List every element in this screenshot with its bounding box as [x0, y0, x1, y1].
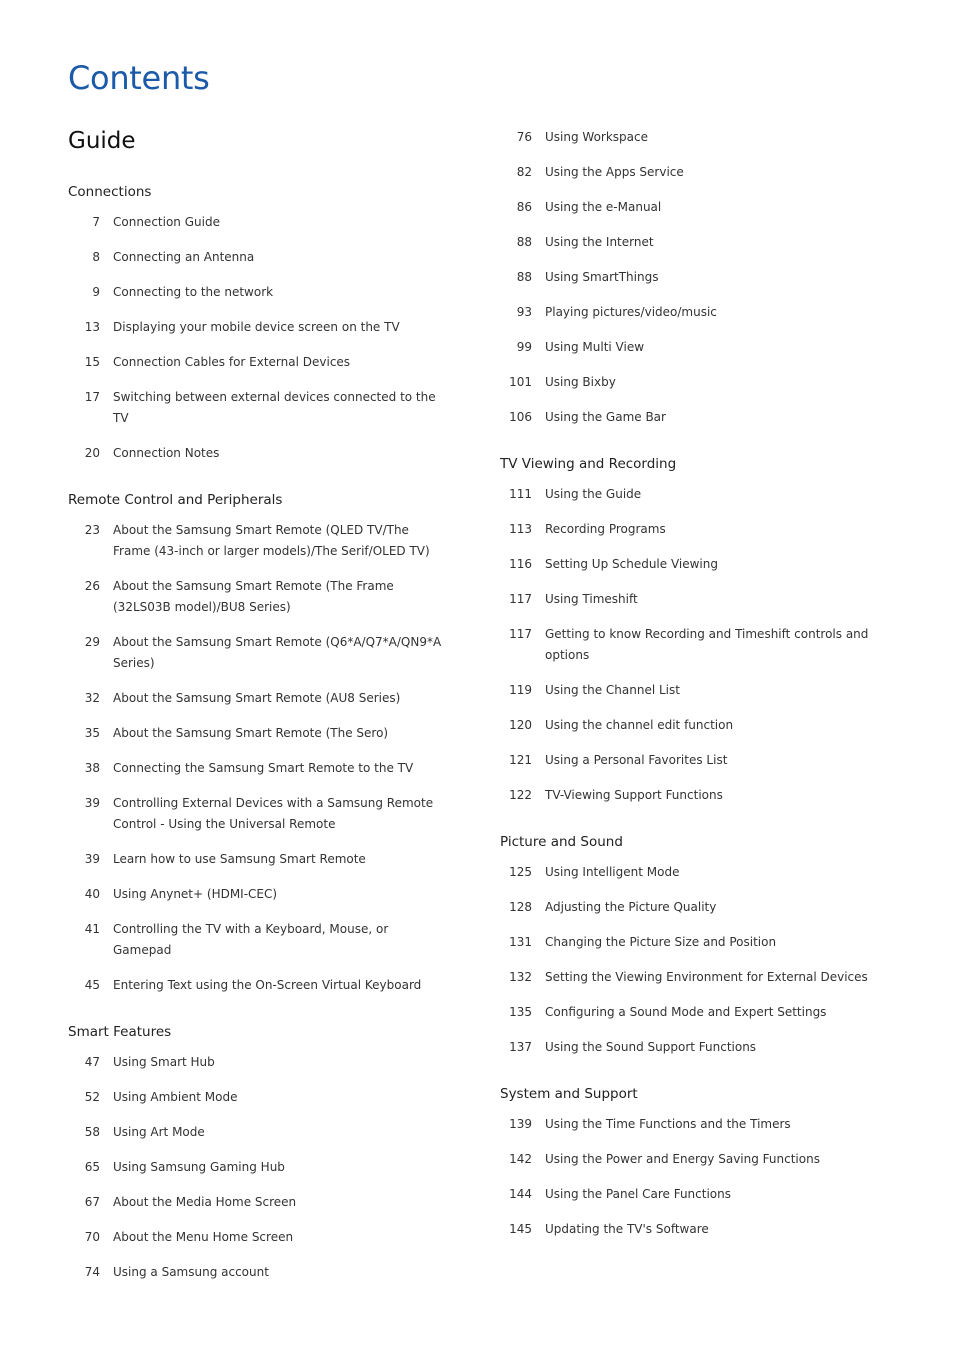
toc-entry-title: Using the Channel List	[545, 683, 680, 697]
toc-entry[interactable]	[500, 193, 880, 228]
toc-page-number: 58	[84, 1125, 100, 1139]
toc-page-number: 35	[84, 726, 100, 740]
toc-entry[interactable]	[68, 754, 448, 789]
toc-section-continued	[500, 123, 880, 438]
toc-entry[interactable]	[500, 711, 880, 746]
toc-entry-title: About the Media Home Screen	[113, 1195, 297, 1209]
toc-section-picture-and-sound	[500, 828, 880, 1068]
toc-entry[interactable]	[500, 893, 880, 928]
toc-page-number: 39	[84, 852, 100, 866]
toc-page-number: 47	[84, 1055, 100, 1069]
toc-entry[interactable]	[500, 1110, 880, 1145]
toc-entry-title: About the Samsung Smart Remote (The Sero)	[113, 726, 389, 740]
toc-entry[interactable]	[500, 263, 880, 298]
toc-entry-title: Using a Personal Favorites List	[545, 753, 728, 767]
toc-page-number: 117	[509, 592, 532, 606]
toc-entry[interactable]	[500, 746, 880, 781]
toc-page-number: 135	[509, 1005, 532, 1019]
toc-left-column	[68, 178, 448, 1305]
toc-entry-title: Changing the Picture Size and Position	[545, 935, 777, 949]
toc-entry-title: Controlling the TV with a Keyboard, Mouse, or Gamepad	[113, 922, 389, 957]
toc-page-number: 41	[84, 922, 100, 936]
toc-entry-title: Playing pictures/video/music	[545, 305, 717, 319]
toc-entry-title: Using Smart Hub	[113, 1055, 215, 1069]
toc-entry[interactable]	[68, 572, 448, 628]
toc-entry-title: Using the Power and Energy Saving Functions	[545, 1152, 820, 1166]
toc-page-number: 93	[516, 305, 532, 319]
toc-entry-title: About the Samsung Smart Remote (Q6*A/Q7*A/QN9*A Series)	[113, 635, 442, 670]
toc-entry[interactable]	[500, 515, 880, 550]
toc-entry[interactable]	[500, 403, 880, 438]
toc-entry-title: About the Samsung Smart Remote (AU8 Series)	[113, 691, 401, 705]
toc-page-number: 86	[516, 200, 532, 214]
toc-entry-title: Using Intelligent Mode	[545, 865, 680, 879]
toc-page-number: 101	[509, 375, 532, 389]
toc-entry[interactable]	[500, 333, 880, 368]
toc-right-column	[500, 123, 880, 1262]
toc-page-number: 29	[84, 635, 100, 649]
toc-entry[interactable]	[68, 1048, 448, 1083]
toc-entry-title: Using Samsung Gaming Hub	[113, 1160, 285, 1174]
toc-entry[interactable]	[500, 228, 880, 263]
toc-entry-title: Updating the TV's Software	[545, 1222, 709, 1236]
toc-entry[interactable]	[68, 208, 448, 243]
toc-entry-title: Using the Game Bar	[545, 410, 666, 424]
toc-entry-title: Using Timeshift	[545, 592, 638, 606]
toc-entry[interactable]	[68, 383, 448, 439]
toc-page-number: 111	[509, 487, 532, 501]
toc-page-number: 15	[84, 355, 100, 369]
toc-page-number: 131	[509, 935, 532, 949]
toc-page-number: 13	[84, 320, 100, 334]
toc-page-number: 145	[509, 1222, 532, 1236]
toc-entry[interactable]	[500, 1215, 880, 1250]
toc-entry[interactable]	[500, 1033, 880, 1068]
toc-entry-title: Using a Samsung account	[113, 1265, 269, 1279]
toc-entry[interactable]	[68, 243, 448, 278]
toc-entry-title: Using the Sound Support Functions	[545, 1040, 757, 1054]
toc-page-number: 74	[84, 1265, 100, 1279]
toc-page-number: 9	[92, 285, 100, 299]
toc-page-number: 26	[84, 579, 100, 593]
toc-entry-title: About the Samsung Smart Remote (QLED TV/The Frame (43-inch or larger models)/The Serif/OLED TV)	[113, 523, 430, 558]
toc-page-number: 8	[92, 250, 100, 264]
toc-page-number: 32	[84, 691, 100, 705]
toc-entry-title: About the Samsung Smart Remote (The Frame (32LS03B model)/BU8 Series)	[113, 579, 394, 614]
toc-page-number: 39	[84, 796, 100, 810]
section-heading: System and Support	[500, 1086, 638, 1102]
section-heading: Connections	[68, 184, 152, 200]
toc-section-tv-viewing-and-recording	[500, 450, 880, 816]
toc-entry-title: Using Bixby	[545, 375, 616, 389]
toc-entry[interactable]	[68, 684, 448, 719]
toc-page-number: 7	[92, 215, 100, 229]
section-heading: TV Viewing and Recording	[500, 456, 677, 472]
page-title: Contents	[68, 59, 210, 97]
toc-page-number: 99	[516, 340, 532, 354]
toc-entry[interactable]	[500, 781, 880, 816]
toc-page-number: 65	[84, 1160, 100, 1174]
toc-entry[interactable]	[68, 880, 448, 915]
toc-page-number: 137	[509, 1040, 532, 1054]
toc-entry-title: Using the Guide	[545, 487, 642, 501]
toc-entry-title: Configuring a Sound Mode and Expert Settings	[545, 1005, 827, 1019]
toc-entry-title: Learn how to use Samsung Smart Remote	[113, 852, 366, 866]
toc-entry-title: Using Ambient Mode	[113, 1090, 238, 1104]
toc-entry-title: Using the Apps Service	[545, 165, 684, 179]
toc-entry[interactable]	[500, 298, 880, 333]
toc-entry-title: Entering Text using the On-Screen Virtual Keyboard	[113, 978, 422, 992]
section-heading: Smart Features	[68, 1024, 172, 1040]
toc-entry-title: Getting to know Recording and Timeshift controls and options	[545, 627, 869, 662]
toc-page-number: 23	[84, 523, 100, 537]
toc-entry-title: Connection Cables for External Devices	[113, 355, 351, 369]
toc-section-connections	[68, 178, 448, 474]
toc-page-number: 116	[509, 557, 532, 571]
toc-page-number: 125	[509, 865, 532, 879]
toc-entry-title: Using the e-Manual	[545, 200, 662, 214]
toc-entry[interactable]	[68, 1223, 448, 1258]
toc-section-smart-features	[68, 1018, 448, 1293]
toc-page-number: 121	[509, 753, 532, 767]
toc-page-number: 38	[84, 761, 100, 775]
toc-page-number: 128	[509, 900, 532, 914]
toc-entry-title: Recording Programs	[545, 522, 666, 536]
toc-page-number: 52	[84, 1090, 100, 1104]
toc-entry-title: About the Menu Home Screen	[113, 1230, 294, 1244]
toc-entry-title: Adjusting the Picture Quality	[545, 900, 717, 914]
toc-page-number: 45	[84, 978, 100, 992]
toc-entry[interactable]	[68, 845, 448, 880]
toc-entry[interactable]	[68, 1118, 448, 1153]
toc-page-number: 67	[84, 1195, 100, 1209]
toc-entry-title: Using the Time Functions and the Timers	[545, 1117, 791, 1131]
toc-entry[interactable]	[500, 368, 880, 403]
toc-entry-title: Connection Guide	[113, 215, 220, 229]
toc-entry[interactable]	[68, 628, 448, 684]
toc-page-number: 144	[509, 1187, 532, 1201]
toc-page-number: 76	[516, 130, 532, 144]
toc-entry-title: Using Art Mode	[113, 1125, 205, 1139]
toc-entry[interactable]	[68, 278, 448, 313]
toc-entry[interactable]	[500, 676, 880, 711]
toc-entry-title: Using the Internet	[545, 235, 654, 249]
toc-entry-title: Displaying your mobile device screen on the TV	[113, 320, 400, 334]
toc-entry[interactable]	[68, 719, 448, 754]
toc-entry[interactable]	[500, 928, 880, 963]
toc-page-number: 88	[516, 270, 532, 284]
toc-page-number: 82	[516, 165, 532, 179]
toc-entry[interactable]	[68, 971, 448, 1006]
toc-entry-title: Switching between external devices connected to the TV	[113, 390, 436, 425]
toc-section-remote-control-and-peripherals	[68, 486, 448, 1006]
toc-entry-title: Using SmartThings	[545, 270, 659, 284]
toc-entry-title: Using Multi View	[545, 340, 645, 354]
toc-entry-title: Setting Up Schedule Viewing	[545, 557, 718, 571]
toc-entry-title: TV-Viewing Support Functions	[545, 788, 723, 802]
toc-entry[interactable]	[500, 963, 880, 998]
guide-title: Guide	[68, 128, 136, 154]
toc-entry[interactable]	[68, 1258, 448, 1293]
toc-page-number: 132	[509, 970, 532, 984]
toc-entry[interactable]	[500, 123, 880, 158]
toc-entry[interactable]	[500, 585, 880, 620]
toc-entry-title: Connection Notes	[113, 446, 220, 460]
toc-entry[interactable]	[68, 313, 448, 348]
toc-entry-title: Using Workspace	[545, 130, 648, 144]
toc-page-number: 142	[509, 1152, 532, 1166]
section-heading: Picture and Sound	[500, 834, 623, 850]
toc-page-number: 120	[509, 718, 532, 732]
toc-page-number: 106	[509, 410, 532, 424]
toc-entry[interactable]	[500, 858, 880, 893]
toc-entry-title: Controlling External Devices with a Samsung Remote Control - Using the Universal Remote	[113, 796, 434, 831]
toc-entry[interactable]	[500, 480, 880, 515]
toc-entry[interactable]	[68, 439, 448, 474]
toc-page-number: 119	[509, 683, 532, 697]
toc-entry[interactable]	[500, 550, 880, 585]
toc-entry-title: Using the Panel Care Functions	[545, 1187, 731, 1201]
toc-section-system-and-support	[500, 1080, 880, 1250]
section-heading: Remote Control and Peripherals	[68, 492, 283, 508]
toc-entry[interactable]	[68, 348, 448, 383]
toc-entry-title: Setting the Viewing Environment for External Devices	[545, 970, 868, 984]
toc-entry[interactable]	[500, 998, 880, 1033]
toc-entry-title: Connecting the Samsung Smart Remote to the TV	[113, 761, 414, 775]
toc-entry[interactable]	[500, 158, 880, 193]
toc-page-number: 40	[84, 887, 100, 901]
toc-entry[interactable]	[500, 1145, 880, 1180]
toc-page-number: 17	[84, 390, 100, 404]
toc-entry[interactable]	[500, 620, 880, 676]
toc-page-number: 88	[516, 235, 532, 249]
toc-entry[interactable]	[68, 1083, 448, 1118]
toc-page-number: 70	[84, 1230, 100, 1244]
toc-page-number: 122	[509, 788, 532, 802]
toc-entry[interactable]	[68, 1188, 448, 1223]
toc-entry[interactable]	[68, 516, 448, 572]
toc-page-number: 139	[509, 1117, 532, 1131]
toc-entry-title: Using Anynet+ (HDMI-CEC)	[113, 887, 278, 901]
toc-page-number: 20	[84, 446, 100, 460]
toc-entry[interactable]	[68, 1153, 448, 1188]
toc-entry-title: Using the channel edit function	[545, 718, 734, 732]
toc-entry[interactable]	[68, 789, 448, 845]
toc-page-number: 117	[509, 627, 532, 641]
toc-page-number: 113	[509, 522, 532, 536]
toc-entry-title: Connecting to the network	[113, 285, 274, 299]
toc-entry-title: Connecting an Antenna	[113, 250, 255, 264]
toc-entry[interactable]	[500, 1180, 880, 1215]
toc-entry[interactable]	[68, 915, 448, 971]
